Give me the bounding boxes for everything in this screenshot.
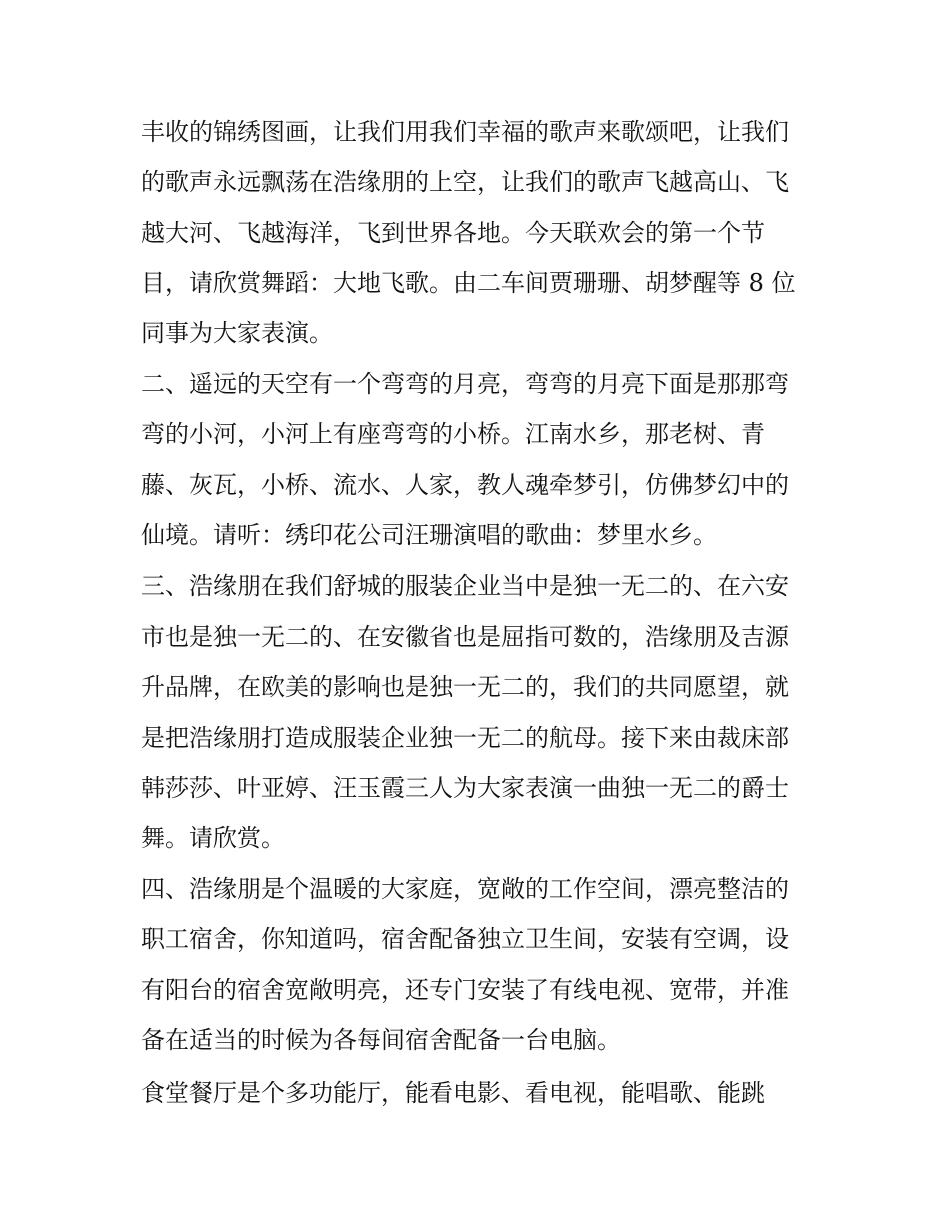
text-line: 二、遥远的天空有一个弯弯的月亮，弯弯的月亮下面是那那弯 — [141, 370, 789, 398]
text-line: 食堂餐厅是个多功能厅，能看电影、看电视，能唱歌、能跳 — [141, 1079, 765, 1107]
text-line: 弯的小河，小河上有座弯弯的小桥。江南水乡，那老树、青 — [141, 420, 765, 448]
text-line: 职工宿舍，你知道吗，宿舍配备独立卫生间，安装有空调，设 — [141, 925, 789, 953]
text-line: 同事为大家表演。 — [141, 319, 333, 347]
text-line: 舞。请欣赏。 — [141, 824, 285, 852]
text-line: 有阳台的宿舍宽敞明亮，还专门安装了有线电视、宽带，并准 — [141, 976, 789, 1004]
text-line: 四、浩缘朋是个温暖的大家庭，宽敞的工作空间，漂亮整洁的 — [141, 875, 789, 903]
text-line: 是把浩缘朋打造成服装企业独一无二的航母。接下来由裁床部 — [141, 724, 789, 752]
text-line: 市也是独一无二的、在安徽省也是屈指可数的，浩缘朋及吉源 — [141, 623, 789, 651]
text-line: 三、浩缘朋在我们舒城的服装企业当中是独一无二的、在六安 — [141, 572, 789, 600]
text-line: 备在适当的时候为各每间宿舍配备一台电脑。 — [141, 1026, 621, 1054]
text-line: 仙境。请听：绣印花公司汪珊演唱的歌曲：梦里水乡。 — [141, 521, 717, 549]
text-line: 藤、灰瓦，小桥、流水、人家，教人魂牵梦引，仿佛梦幻中的 — [141, 471, 789, 499]
text-line: 丰收的锦绣图画，让我们用我们幸福的歌声来歌颂吧，让我们 — [141, 118, 789, 146]
text-line: 升品牌，在欧美的影响也是独一无二的，我们的共同愿望，就 — [141, 673, 789, 701]
text-line: 的歌声永远飘荡在浩缘朋的上空，让我们的歌声飞越高山、飞 — [141, 168, 789, 196]
text-line: 目，请欣赏舞蹈：大地飞歌。由二车间贾珊珊、胡梦醒等 8 位 — [141, 269, 796, 297]
text-line: 越大河、飞越海洋，飞到世界各地。今天联欢会的第一个节 — [141, 219, 765, 247]
text-line: 韩莎莎、叶亚婷、汪玉霞三人为大家表演一曲独一无二的爵士 — [141, 774, 789, 802]
